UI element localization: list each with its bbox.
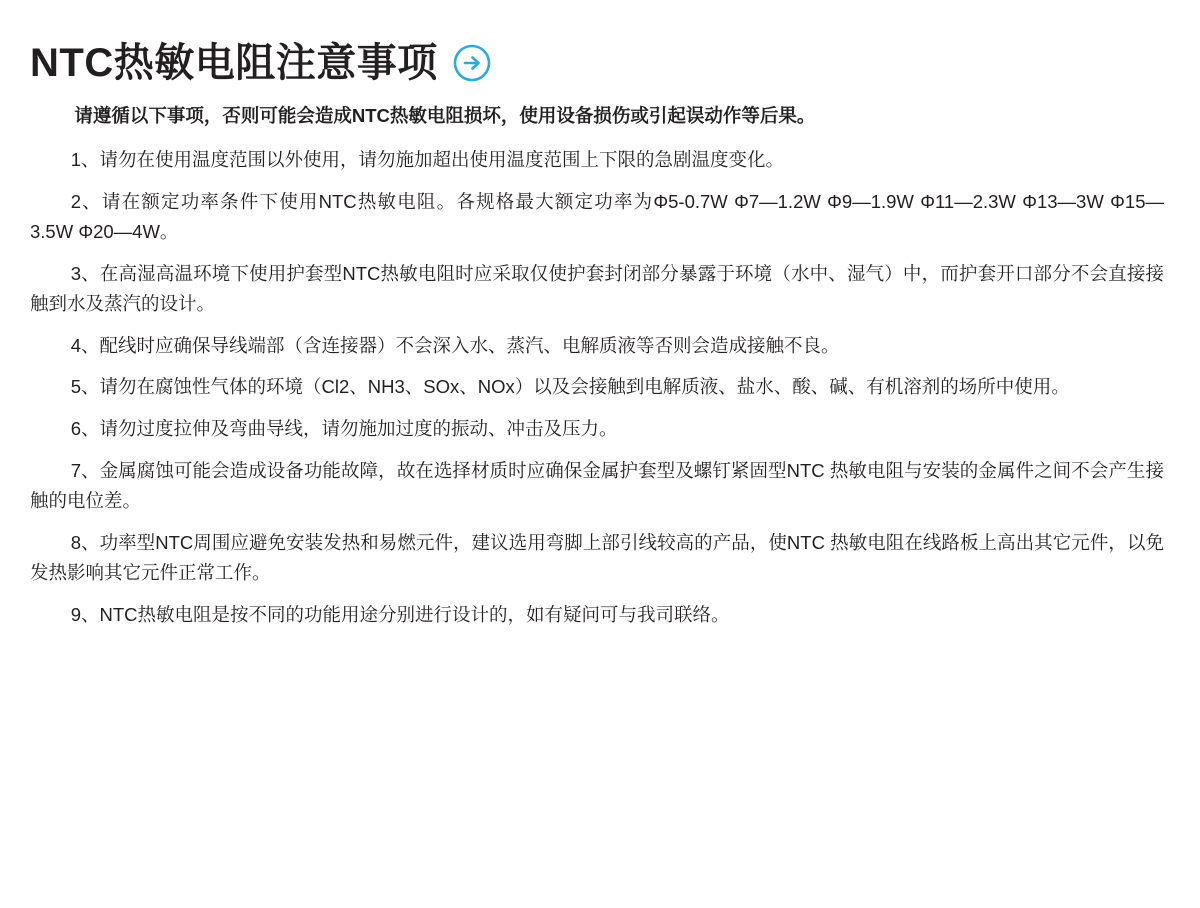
note-item-3: 3、在高湿高温环境下使用护套型NTC热敏电阻时应采取仅使护套封闭部分暴露于环境（水中、湿气）中，而护套开口部分不会直接接触到水及蒸汽的设计。 [30, 262, 1164, 314]
note-item-5: 5、请勿在腐蚀性气体的环境（Cl2、NH3、SOx、NOx）以及会接触到电解质液、盐水、酸、碱、有机溶剂的场所中使用。 [70, 376, 1070, 398]
note-item-9: 9、NTC热敏电阻是按不同的功能用途分别进行设计的，如有疑问可与我司联络。 [70, 604, 730, 626]
note-item-7: 7、金属腐蚀可能会造成设备功能故障，故在选择材质时应确保金属护套型及螺钉紧固型NTC 热敏电阻与安装的金属件之间不会产生接触的电位差。 [30, 460, 1164, 512]
page-title: NTC热敏电阻注意事项 [30, 41, 438, 85]
note-item-4: 4、配线时应确保导线端部（含连接器）不会深入水、蒸汽、电解质液等否则会造成接触不良。 [70, 334, 840, 356]
note-item-1: 1、请勿在使用温度范围以外使用，请勿施加超出使用温度范围上下限的急剧温度变化。 [70, 148, 784, 170]
page-header [0, 0, 1200, 84]
document-body [0, 84, 1200, 630]
note-item-6: 6、请勿过度拉伸及弯曲导线，请勿施加过度的振动、冲击及压力。 [70, 418, 618, 440]
note-item-2: 2、请在额定功率条件下使用NTC热敏电阻。各规格最大额定功率为Φ5-0.7W Φ7—1.2W Φ9—1.9W Φ11—2.3W Φ13—3W Φ15—3.5W Φ20—4W。 [30, 190, 1164, 242]
note-item-8: 8、功率型NTC周围应避免安装发热和易燃元件，建议选用弯脚上部引线较高的产品，使NTC 热敏电阻在线路板上高出其它元件，以免发热影响其它元件正常工作。 [30, 532, 1164, 584]
lead-paragraph: 请遵循以下事项，否则可能会造成NTC热敏电阻损坏，使用设备损伤或引起误动作等后果。 [74, 105, 816, 126]
circle-arrow-right-icon [452, 43, 492, 83]
